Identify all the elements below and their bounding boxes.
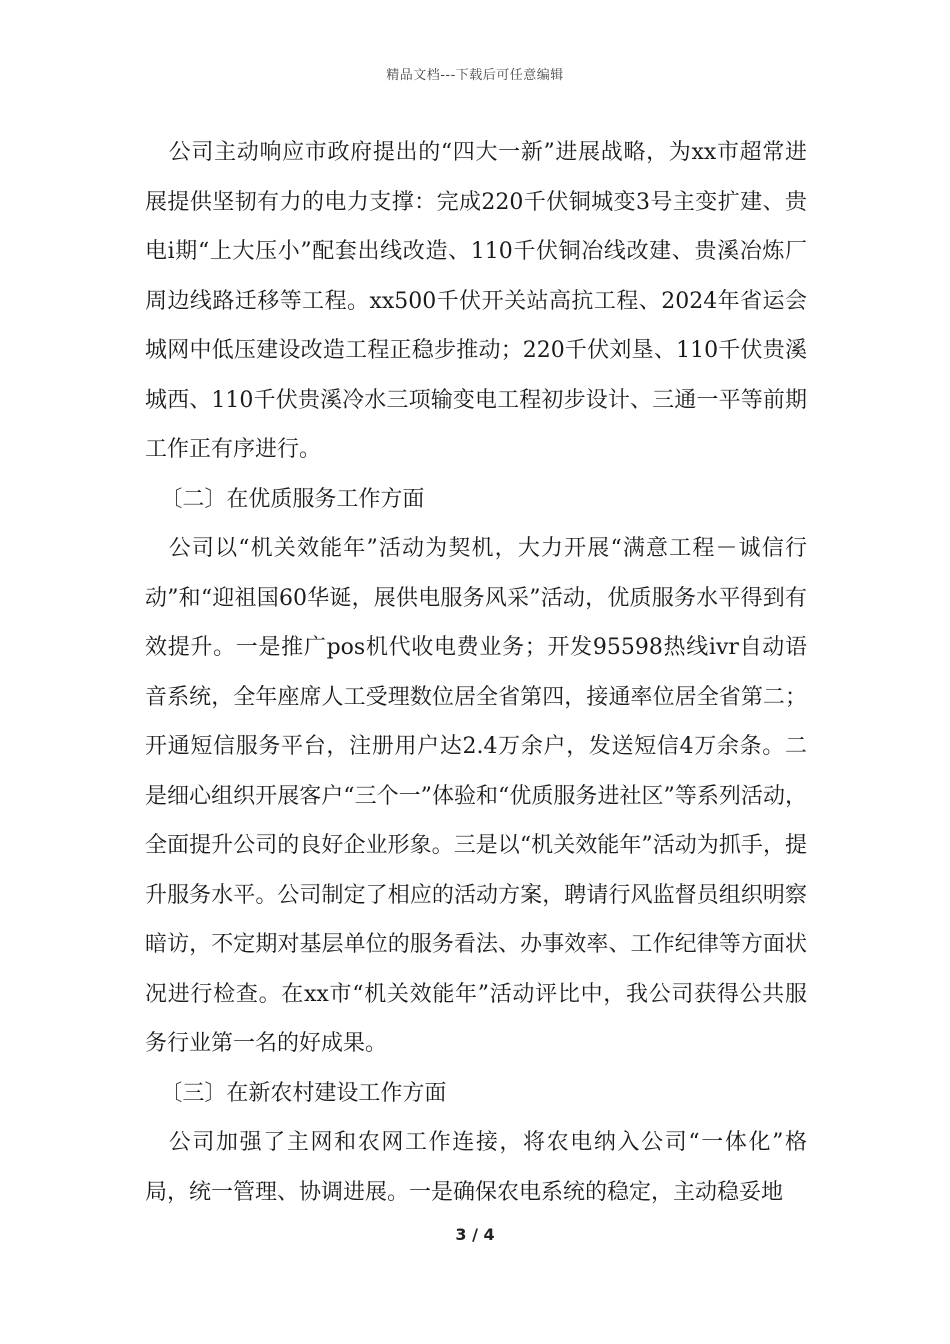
document-body bbox=[145, 128, 807, 1217]
section-heading-rural-construction: 〔三〕在新农村建设工作方面 bbox=[160, 1080, 447, 1106]
paragraph-rural-construction: 公司加强了主网和农网工作连接，将农电纳入公司“一体化”格局，统一管理、协调进展。一是确保农电系统的稳定，主动稳妥地 bbox=[145, 1130, 807, 1205]
section-heading-quality-service: 〔二〕在优质服务工作方面 bbox=[160, 486, 425, 512]
page-number: 3 / 4 bbox=[455, 1225, 495, 1244]
page-header: 精品文档---下载后可任意编辑 bbox=[386, 68, 564, 83]
paragraph-power-construction: 公司主动响应市政府提出的“四大一新”进展战略，为xx市超常进展提供坚韧有力的电力支撑：完成220千伏铜城变3号主变扩建、贵电i期“上大压小”配套出线改造、110千伏铜冶线改建、贵溪冶炼厂周边线路迁移等工程。xx500千伏开关站高抗工程、2024年省运会城网中低压建设改造工程正稳步推动；220千伏刘垦、110千伏贵溪城西、110千伏贵溪冷水三项输变电工程初步设计、三通一平等前期工作正有序进行。 bbox=[145, 140, 807, 462]
paragraph-quality-service: 公司以“机关效能年”活动为契机，大力开展“满意工程－诚信行动”和“迎祖国60华诞，展供电服务风采”活动，优质服务水平得到有效提升。一是推广pos机代收电费业务；开发95598热线ivr自动语音系统，全年座席人工受理数位居全省第四，接通率位居全省第二；开通短信服务平台，注册用户达2.4万余户，发送短信4万余条。二是细心组织开展客户“三个一”体验和“优质服务进社区”等系列活动，全面提升公司的良好企业形象。三是以“机关效能年”活动为抓手，提升服务水平。公司制定了相应的活动方案，聘请行风监督员组织明察暗访，不定期对基层单位的服务看法、办事效率、工作纪律等方面状况进行检查。在xx市“机关效能年”活动评比中，我公司获得公共服务行业第一名的好成果。 bbox=[145, 536, 807, 1056]
